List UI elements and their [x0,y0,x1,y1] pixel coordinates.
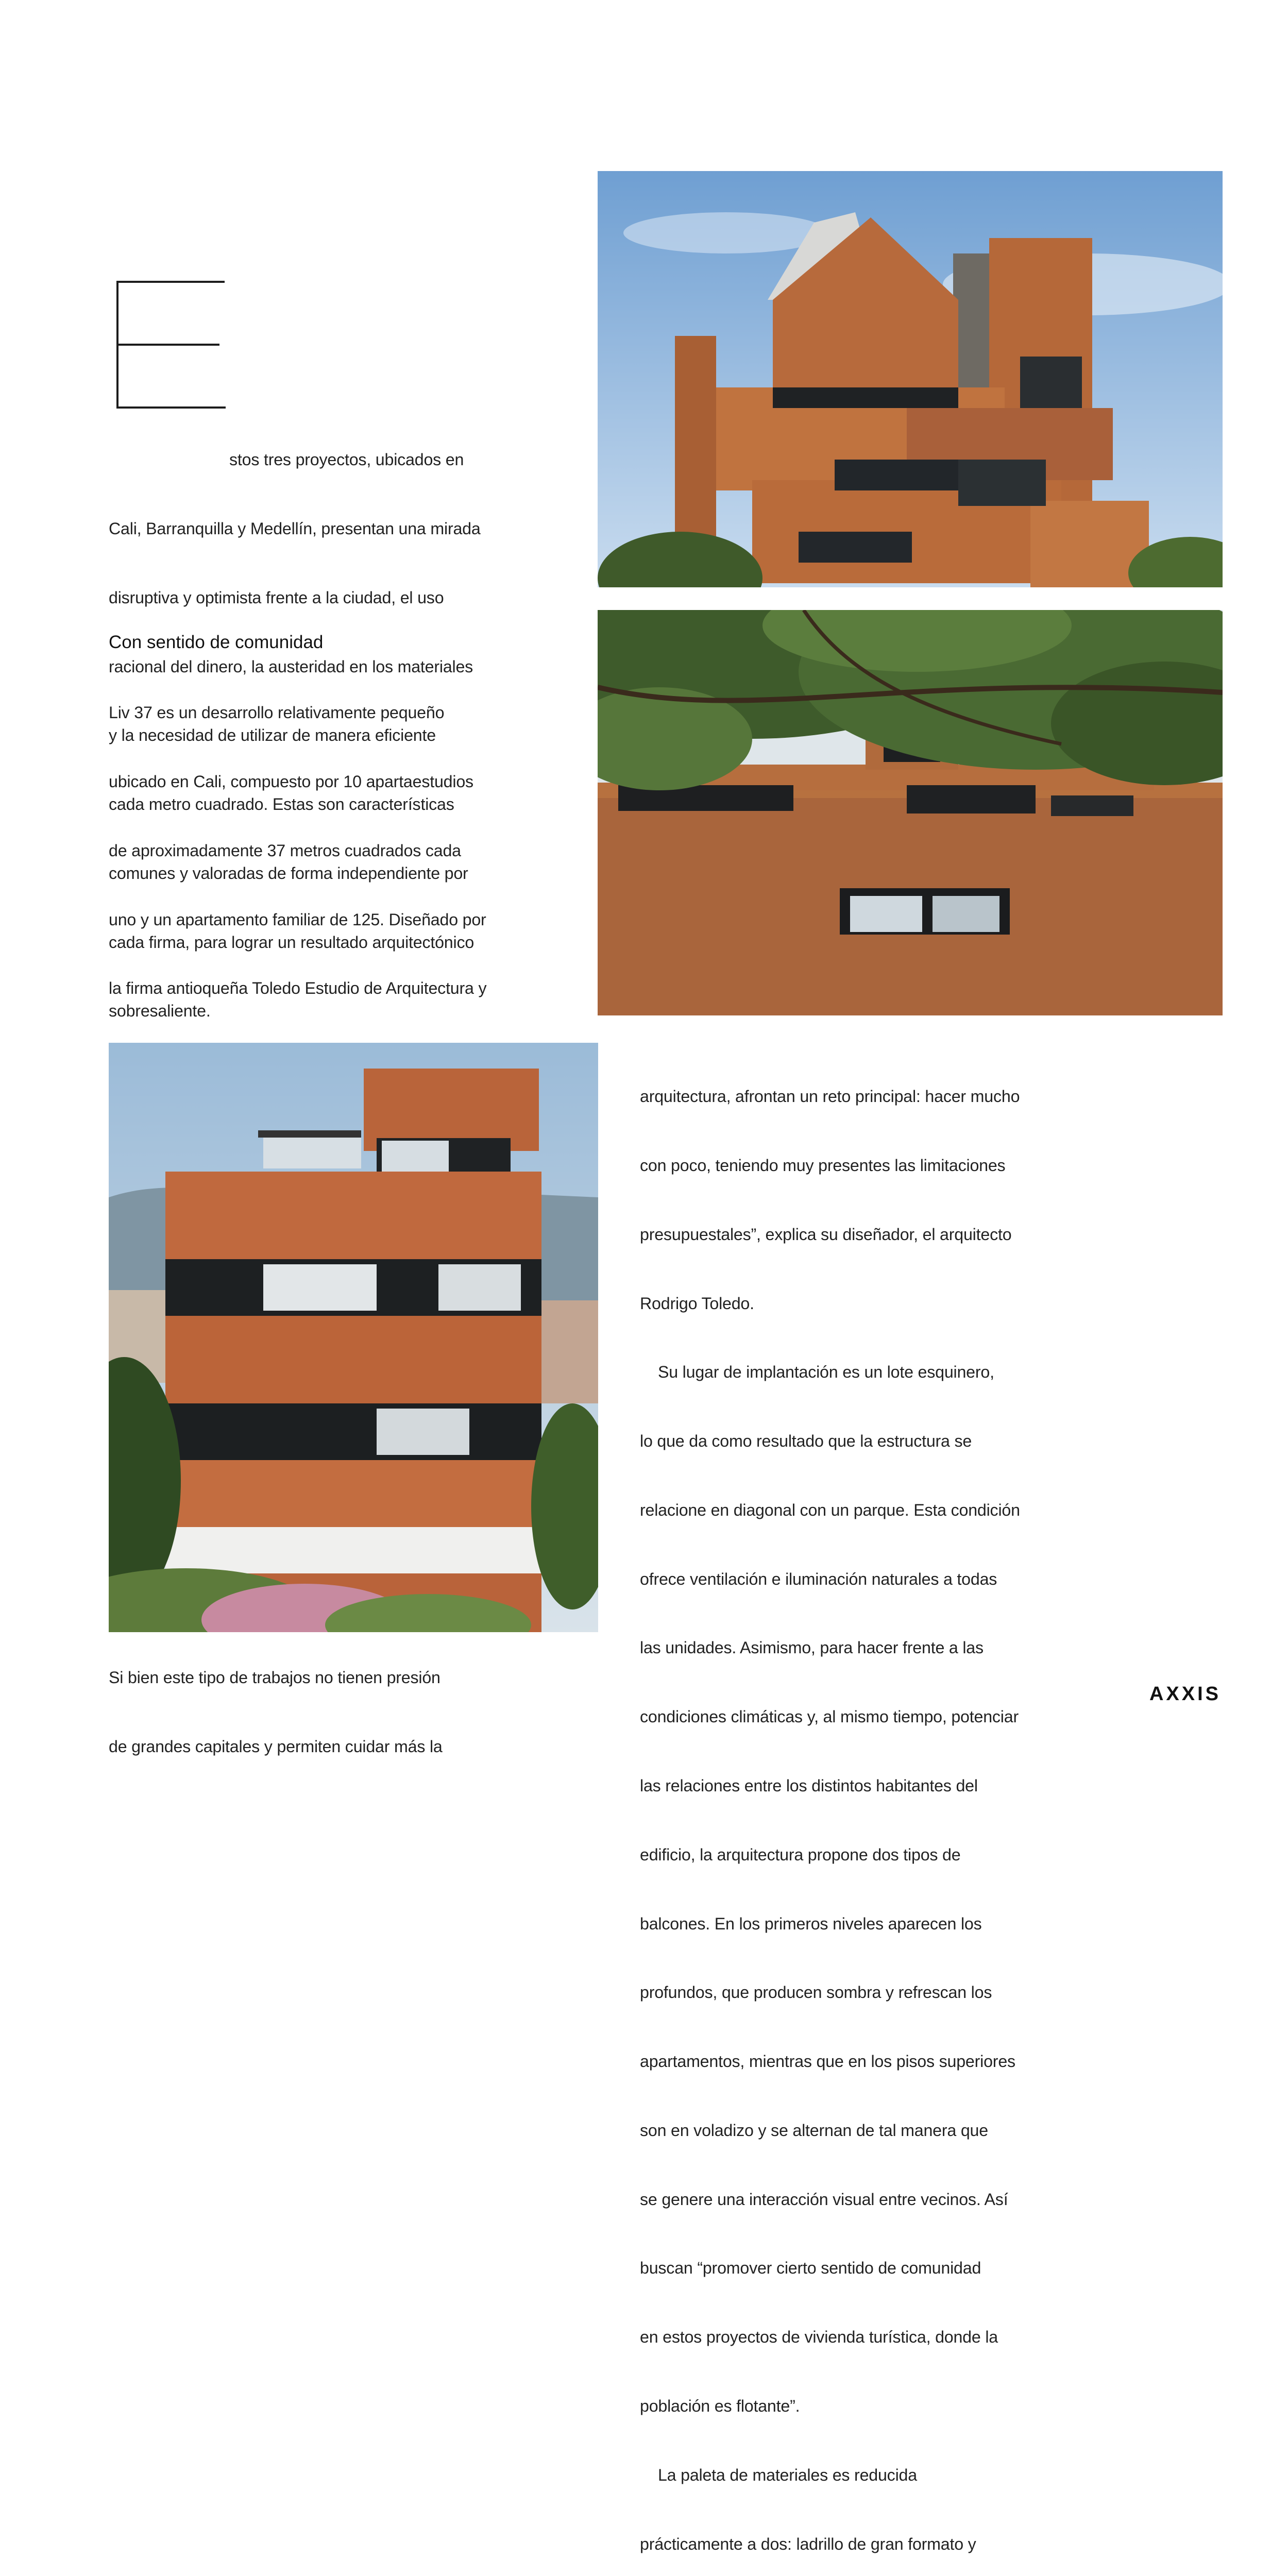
body-line: buscan “promover cierto sentido de comunidad [640,2259,981,2278]
intro-line: disruptiva y optimista frente a la ciudad, el uso [109,588,444,607]
body-line: de aproximadamente 37 metros cuadrados cada [109,841,461,860]
body-line: se genere una interacción visual entre vecinos. Así [640,2190,1008,2209]
body-line: relacione en diagonal con un parque. Esta condición [640,1500,1020,1519]
intro-line: cada firma, para lograr un resultado arquitectónico [109,933,474,952]
body-line: las relaciones entre los distintos habitantes del [640,1776,978,1795]
body-line: Liv 37 es un desarrollo relativamente pequeño [109,703,445,722]
body-line: ubicado en Cali, compuesto por 10 apartaestudios [109,772,473,791]
intro-line: comunes y valoradas de forma independiente por [109,863,468,883]
body-line: Su lugar de implantación es un lote esquinero, [640,1363,994,1382]
body-line: Rodrigo Toledo. [640,1294,754,1313]
body-line: son en voladizo y se alternan de tal manera que [640,2121,988,2140]
body-line: uno y un apartamento familiar de 125. Diseñado por [109,910,486,929]
body-line: balcones. En los primeros niveles aparecen los [640,1914,982,1933]
body-line: La paleta de materiales es reducida [640,2465,917,2484]
intro-line: racional del dinero, la austeridad en los materiales [109,657,473,676]
body-line: prácticamente a dos: ladrillo de gran formato y [640,2534,976,2553]
intro-line: y la necesidad de utilizar de manera eficiente [109,726,436,745]
intro-line: Cali, Barranquilla y Medellín, presentan una mirada [109,519,481,538]
body-line: con poco, teniendo muy presentes las limitaciones [640,1156,1006,1175]
body-line: condiciones climáticas y, al mismo tiempo, potenciar [640,1707,1019,1726]
body-column-right [640,1039,1020,2576]
body-line: población es flotante”. [640,2397,800,2416]
body-line: de grandes capitales y permiten cuidar más la [109,1737,443,1756]
body-line: ofrece ventilación e iluminación naturales a todas [640,1569,997,1588]
magazine-brand-logo: AXXIS [1149,1683,1221,1705]
intro-line: sobresaliente. [109,1002,211,1021]
body-line: lo que da como resultado que la estructura se [640,1432,972,1451]
body-line: en estos proyectos de vivienda turística, donde la [640,2328,998,2347]
drop-cap-letter [111,281,226,409]
intro-line: stos tres proyectos, ubicados en [229,450,464,469]
facade-tree-canopy-photo [598,610,1223,1015]
body-line: apartamentos, mientras que en los pisos superiores [640,2052,1015,2071]
body-line: las unidades. Asimismo, para hacer frente a las [640,1638,984,1657]
body-line: profundos, que producen sombra y refrescan los [640,1983,992,2002]
intro-line: cada metro cuadrado. Estas son características [109,795,454,814]
body-line: edificio, la arquitectura propone dos tipos de [640,1845,961,1864]
body-line: presupuestales”, explica su diseñador, el arquitecto [640,1225,1012,1244]
body-line: arquitectura, afrontan un reto principal: hacer mucho [640,1087,1020,1106]
body-line: la firma antioqueña Toledo Estudio de Arquitectura y [109,979,487,998]
building-elevation-photo [109,1043,598,1632]
section-heading: Con sentido de comunidad [109,632,324,652]
body-line: Si bien este tipo de trabajos no tienen presión [109,1668,440,1687]
building-photo-sky [598,171,1223,587]
